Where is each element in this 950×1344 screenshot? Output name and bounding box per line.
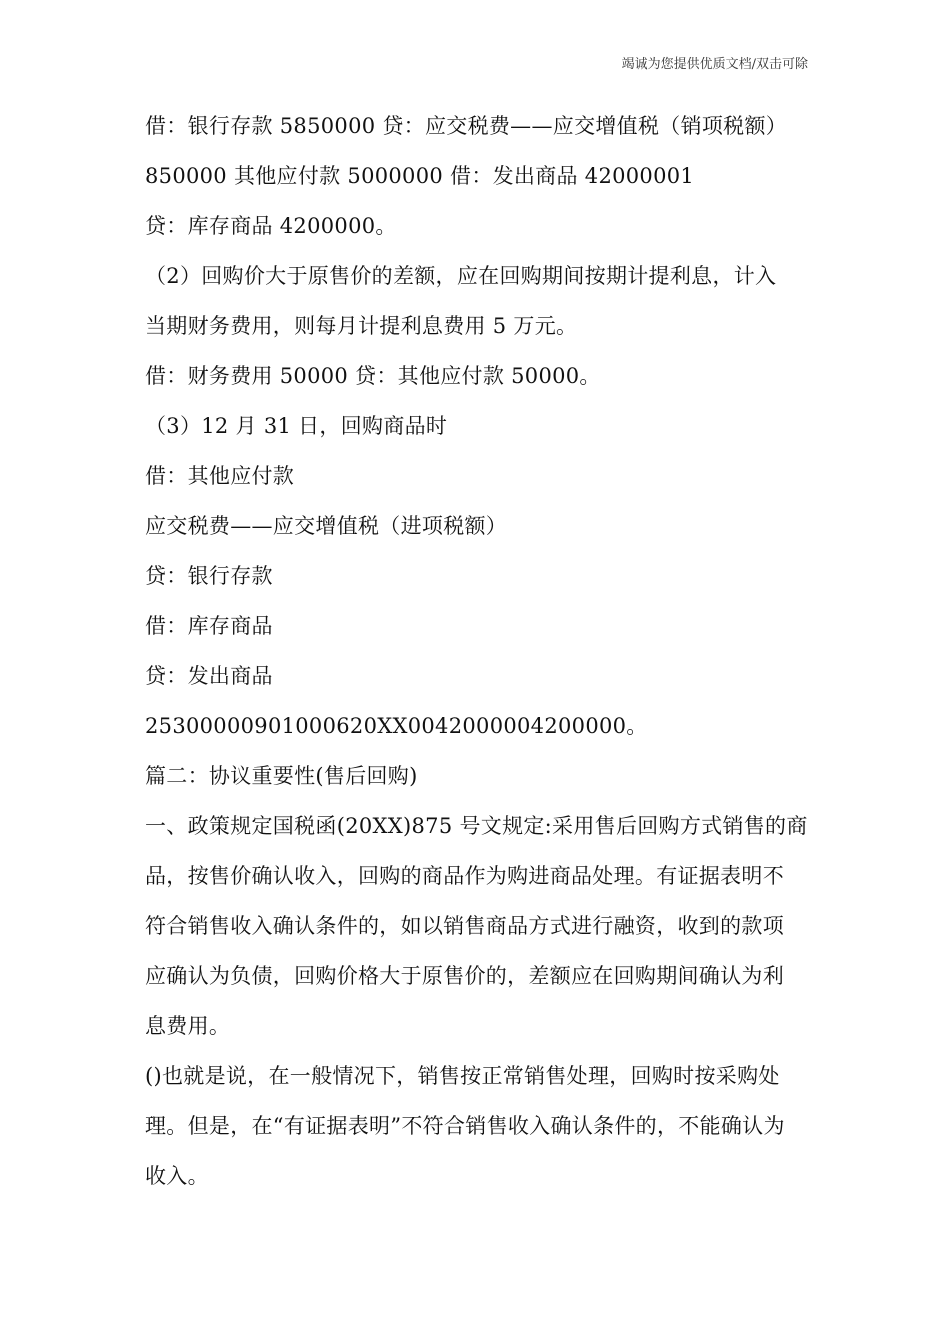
text-line: 850000 其他应付款 5000000 借：发出商品 42000001 xyxy=(145,164,695,188)
text-line: 借：银行存款 5850000 贷：应交税费——应交增值税（销项税额） xyxy=(145,114,788,138)
text-line: 息费用。 xyxy=(145,1014,231,1038)
text-line: 应交税费——应交增值税（进项税额） xyxy=(145,514,508,538)
text-line: 借：库存商品 xyxy=(145,614,273,638)
text-line: 一、政策规定国税函(20XX)875 号文规定:采用售后回购方式销售的商 xyxy=(145,814,808,838)
header-note: 竭诚为您提供优质文档/双击可除 xyxy=(621,57,808,72)
text-line: 理。但是，在“有证据表明”不符合销售收入确认条件的，不能确认为 xyxy=(145,1114,785,1138)
text-line: 收入。 xyxy=(145,1164,209,1188)
document-body xyxy=(145,101,810,1201)
text-line: ()也就是说，在一般情况下，销售按正常销售处理，回购时按采购处 xyxy=(145,1064,780,1088)
section-heading: 篇二：协议重要性(售后回购) xyxy=(145,764,418,788)
text-line: （2）回购价大于原售价的差额，应在回购期间按期计提利息，计入 xyxy=(145,264,777,288)
text-line: 当期财务费用，则每月计提利息费用 5 万元。 xyxy=(145,314,578,338)
text-line: 贷：发出商品 xyxy=(145,664,273,688)
text-line: 25300000901000620XX0042000004200000。 xyxy=(145,714,648,738)
text-line: 应确认为负债，回购价格大于原售价的，差额应在回购期间确认为利 xyxy=(145,964,784,988)
text-line: 符合销售收入确认条件的，如以销售商品方式进行融资，收到的款项 xyxy=(145,914,784,938)
text-line: 品，按售价确认收入，回购的商品作为购进商品处理。有证据表明不 xyxy=(145,864,784,888)
text-line: （3）12 月 31 日，回购商品时 xyxy=(145,414,448,438)
text-line: 借：财务费用 50000 贷：其他应付款 50000。 xyxy=(145,364,601,388)
text-line: 借：其他应付款 xyxy=(145,464,295,488)
text-line: 贷：库存商品 4200000。 xyxy=(145,214,397,238)
text-line: 贷：银行存款 xyxy=(145,564,273,588)
